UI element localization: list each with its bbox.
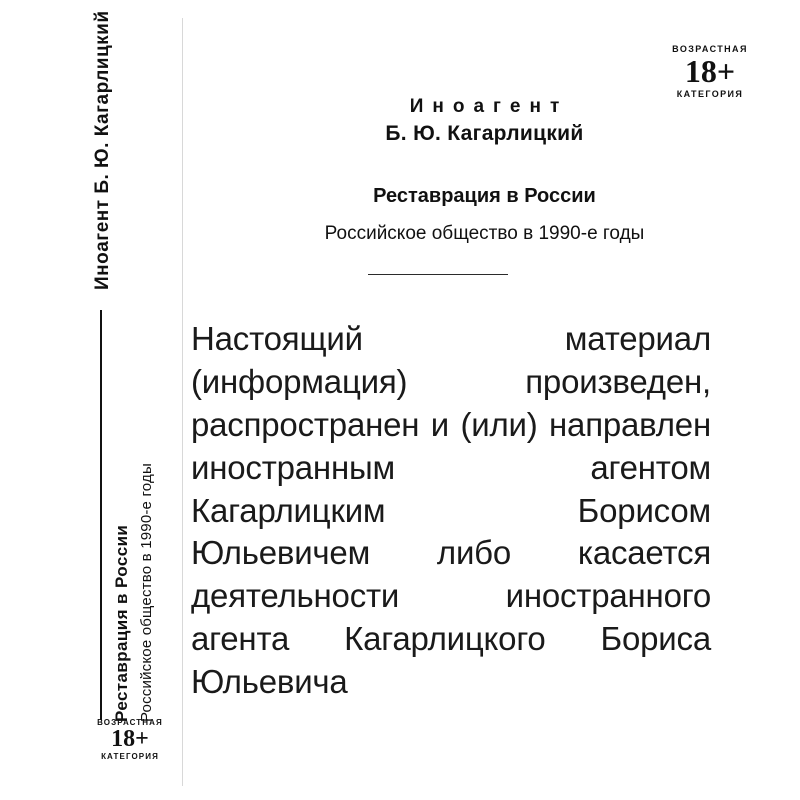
spine-divider-rule xyxy=(100,310,102,720)
spine-age-rating-bottom-label: КАТЕГОРИЯ xyxy=(101,752,159,762)
age-rating-value: 18+ xyxy=(684,53,736,89)
foreign-agent-label: Иноагент xyxy=(409,96,569,117)
author-name: Б. Ю. Кагарлицкий xyxy=(385,122,584,145)
spine-age-rating-top-label: ВОЗРАСТНАЯ xyxy=(97,718,163,727)
book-spine xyxy=(78,10,183,786)
book-title: Реставрация в России xyxy=(373,185,596,207)
front-cover xyxy=(183,18,786,786)
age-rating-top-label: ВОЗРАСТНАЯ xyxy=(672,44,748,54)
spine-subtitle-text: Российское общество в 1990-е годы xyxy=(137,463,155,722)
spine-content xyxy=(78,10,182,786)
age-rating-badge xyxy=(656,44,764,99)
age-rating-bottom-label: КАТЕГОРИЯ xyxy=(676,89,744,100)
spine-age-rating-badge xyxy=(78,718,182,761)
spine-author-text: Иноагент Б. Ю. Кагарлицкий xyxy=(92,10,113,290)
spine-title-text: Реставрация в России xyxy=(112,524,131,722)
spine-title-block xyxy=(112,312,155,722)
spine-age-rating-value: 18+ xyxy=(111,726,149,752)
foreign-agent-notice-text: Настоящий материал (информация) произведен, распространен и (или) направлен иностранным агентом Кагарлицким Борисом Юльевичем либо касается деятельности иностранного агента Кагарлицкого Бориса Юльевича xyxy=(191,320,711,701)
book-subtitle: Российское общество в 1990-е годы xyxy=(324,223,645,244)
title-divider-rule xyxy=(368,274,508,275)
